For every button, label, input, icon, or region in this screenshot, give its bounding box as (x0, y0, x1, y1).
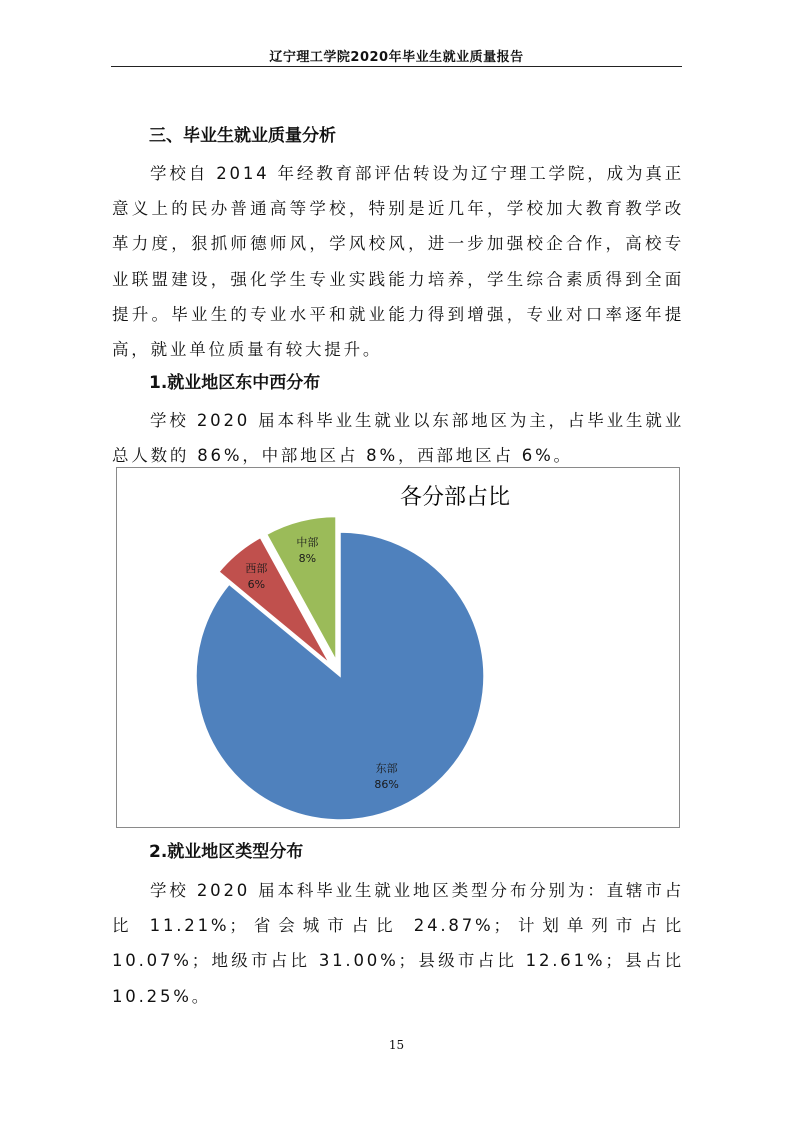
subsection-2-text: 学校 2020 届本科毕业生就业地区类型分布分别为：直辖市占比 11.21%；省会城市占比 24.87%；计划单列市占比 10.07%；地级市占比 31.00%；县级市占比 12.61%；县占比 10.25%。 (112, 881, 684, 1006)
subsection-2-heading: 2.就业地区类型分布 (149, 842, 304, 862)
subsection-1-text: 学校 2020 届本科毕业生就业以东部地区为主，占毕业生就业总人数的 86%，中部地区占 8%，西部地区占 6%。 (112, 411, 684, 466)
pie-chart-frame (116, 467, 680, 828)
section-intro-paragraph (112, 156, 684, 367)
report-header-title: 辽宁理工学院2020年毕业生就业质量报告 (269, 50, 524, 65)
section-intro-text: 学校自 2014 年经教育部评估转设为辽宁理工学院，成为真正意义上的民办普通高等学校，特别是近几年，学校加大教育教学改革力度，狠抓师德师风，学风校风，进一步加强校企合作，高校专业联盟建设，强化学生专业实践能力培养，学生综合素质得到全面提升。毕业生的专业水平和就业能力得到增强，专业对口率逐年提高，就业单位质量有较大提升。 (112, 164, 684, 360)
pie-value-central: 8% (298, 551, 317, 565)
pie-label-west: 西部 (245, 561, 268, 575)
subsection-2-paragraph (112, 873, 684, 1014)
header-divider (111, 66, 682, 67)
subsection-1-paragraph (112, 403, 684, 473)
pie-label-central: 中部 (296, 535, 319, 549)
page-number: 15 (388, 1038, 405, 1052)
pie-label-east: 东部 (375, 762, 398, 776)
pie-chart (117, 468, 679, 827)
pie-value-west: 6% (247, 577, 266, 591)
pie-value-east: 86% (374, 778, 399, 792)
subsection-1-heading: 1.就业地区东中西分布 (149, 373, 321, 393)
chart-title: 各分部占比 (399, 485, 511, 510)
section-heading: 三、毕业生就业质量分析 (149, 126, 336, 146)
